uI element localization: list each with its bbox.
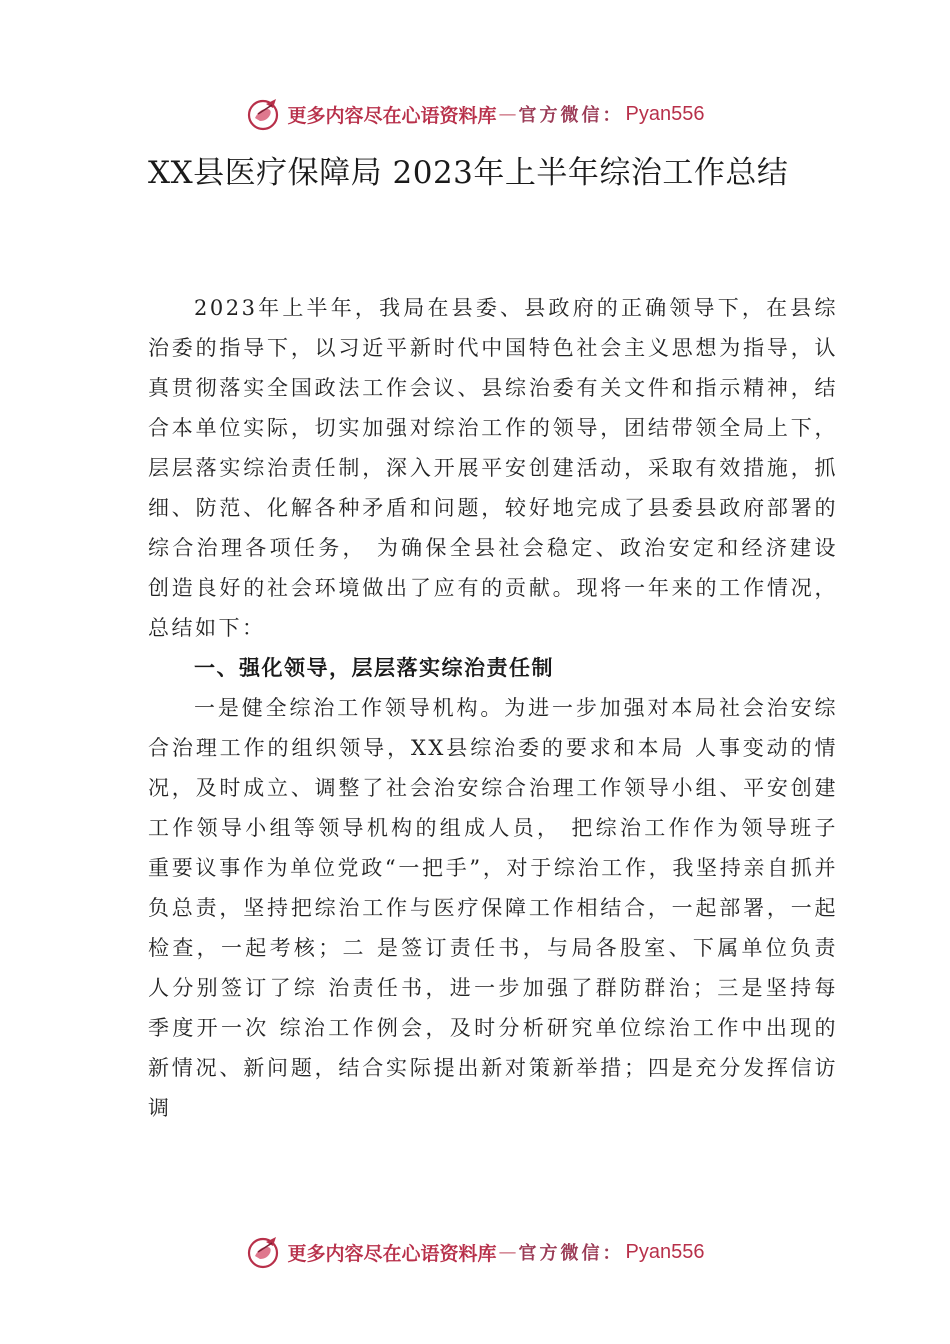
banner-wechat-id: Pyan556: [625, 102, 705, 125]
brand-logo-icon: [246, 1234, 282, 1270]
section-1-heading: 一、强化领导，层层落实综治责任制: [194, 656, 554, 680]
banner-dash: —: [498, 1241, 517, 1263]
banner-wechat-id: Pyan556: [625, 1240, 705, 1263]
section-1-paragraph: 一是健全综治工作领导机构。为进一步加强对本局社会治安综合治理工作的组织领导，XX县综治委的要求和本局 人事变动的情况，及时成立、调整了社会治安综合治理工作领导小组、平安创建工作领导小组等领导机构的组成人员， 把综治工作作为领导班子重要议事作为单位党政“一把手”，对于综治工作，我坚持亲自抓并负总责，坚持把综治工作与医疗保障工作相结合，一起部署，一起检查，一起考核；二 是签订责任书，与局各股室、下属单位负责人分别签订了综 治责任书，进一步加强了群防群治；三是坚持每季度开一次 综治工作例会，及时分析研究单位综治工作中出现的新情况、新问题，结合实际提出新对策新举措；四是充分发挥信访调: [148, 696, 838, 1120]
header-banner: [0, 94, 950, 134]
intro-paragraph: 2023年上半年，我局在县委、县政府的正确领导下，在县综治委的指导下，以习近平新时代中国特色社会主义思想为指导，认真贯彻落实全国政法工作会议、县综治委有关文件和指示精神，结合本单位实际，切实加强对综治工作的领导，团结带领全局上下，层层落实综治责任制，深入开展平安创建活动，采取有效措施，抓细、防范、化解各种矛盾和问题，较好地完成了县委县政府部署的综合治理各项任务， 为确保全县社会稳定、政治安定和经济建设创造良好的社会环境做出了应有的贡献。现将一年来的工作情况，总结如下：: [148, 296, 838, 640]
banner-wechat-label: 官方微信：: [518, 1243, 624, 1264]
brand-logo-icon: [246, 96, 282, 132]
banner-dash: —: [498, 103, 517, 125]
banner-brand-text: 更多内容尽在心语资料库: [287, 104, 497, 127]
document-body: [148, 288, 838, 1128]
document-title: XX县医疗保障局 2023年上半年综治工作总结: [148, 155, 789, 191]
banner-wechat-label: 官方微信：: [518, 105, 624, 126]
banner-brand-text: 更多内容尽在心语资料库: [287, 1242, 497, 1265]
footer-banner: [0, 1232, 950, 1272]
